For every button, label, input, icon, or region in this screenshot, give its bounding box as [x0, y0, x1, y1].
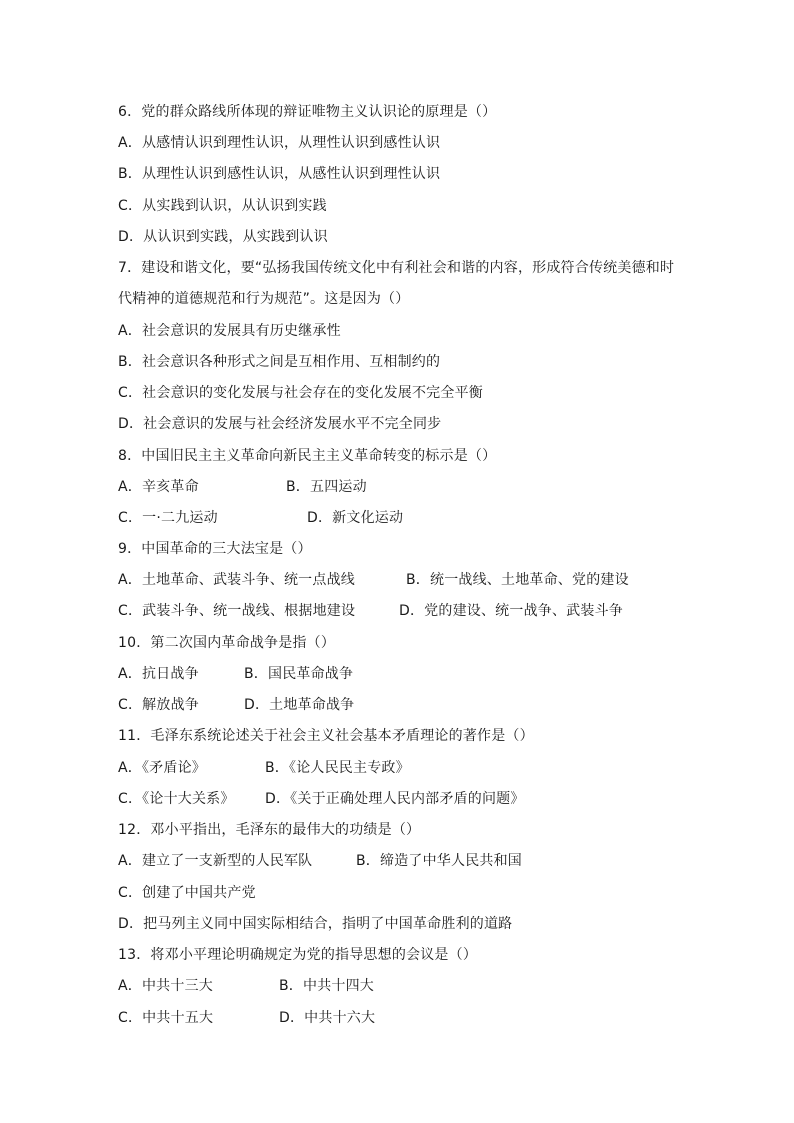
- question-8-options-row-1: [118, 477, 367, 497]
- question-11-option-d: D．《关于正确处理人民内部矛盾的问题》: [265, 791, 525, 807]
- question-9-option-b: B．统一战线、土地革命、党的建设: [406, 572, 629, 588]
- question-13-option-b: B．中共十四大: [279, 978, 375, 994]
- question-11-option-a: A．《矛盾论》: [118, 760, 206, 776]
- question-11-options-row-1: [118, 758, 410, 778]
- question-8-option-b: B．五四运动: [286, 479, 367, 495]
- question-11-stem: 11．毛泽东系统论述关于社会主义社会基本矛盾理论的著作是（）: [118, 728, 534, 744]
- question-8-stem: 8．中国旧民主主义革命向新民主主义革命转变的标示是（）: [118, 448, 497, 464]
- question-13-stem: 13．将邓小平理论明确规定为党的指导思想的会议是（）: [118, 947, 478, 963]
- question-12-option-c: C．创建了中国共产党: [118, 885, 256, 901]
- question-7-stem-line-2: 代精神的道德规范和行为规范”。这是因为（）: [118, 291, 410, 307]
- question-9-option-d: D．党的建设、统一战争、武装斗争: [399, 603, 623, 619]
- question-13-option-c: C．中共十五大: [118, 1010, 214, 1026]
- question-7-option-b: B．社会意识各种形式之间是互相作用、互相制约的: [118, 354, 441, 370]
- question-13-options-row-1: [118, 976, 375, 996]
- question-8-option-d: D．新文化运动: [307, 510, 404, 526]
- question-10-option-c: C．解放战争: [118, 697, 199, 713]
- question-6-option-a: A．从感情认识到理性认识，从理性认识到感性认识: [118, 135, 441, 151]
- question-9-option-a: A．土地革命、武装斗争、统一点战线: [118, 572, 355, 588]
- question-13-option-a: A．中共十三大: [118, 978, 213, 994]
- question-12-stem: 12．邓小平指出，毛泽东的最伟大的功绩是（）: [118, 822, 421, 838]
- question-12-option-b: B．缔造了中华人民共和国: [356, 853, 523, 869]
- question-6-option-d: D．从认识到实践，从实践到认识: [118, 229, 328, 245]
- question-8-option-a: A．辛亥革命: [118, 479, 199, 495]
- question-6-option-b: B．从理性认识到感性认识，从感性认识到理性认识: [118, 166, 441, 182]
- question-11-options-row-2: [118, 789, 525, 809]
- question-11-option-c: C．《论十大关系》: [118, 791, 235, 807]
- question-6-stem: 6．党的群众路线所体现的辩证唯物主义认识论的原理是（）: [118, 104, 497, 120]
- question-9-options-row-2: [118, 601, 623, 621]
- question-8-options-row-2: [118, 508, 404, 528]
- question-10-stem: 10．第二次国内革命战争是指（）: [118, 635, 336, 651]
- question-10-options-row-2: [118, 695, 355, 715]
- question-7-option-c: C．社会意识的变化发展与社会存在的变化发展不完全平衡: [118, 385, 483, 401]
- question-10-option-b: B．国民革命战争: [244, 666, 354, 682]
- question-7-option-d: D．社会意识的发展与社会经济发展水平不完全同步: [118, 416, 442, 432]
- question-12-option-a: A．建立了一支新型的人民军队: [118, 853, 313, 869]
- question-13-options-row-2: [118, 1008, 376, 1028]
- question-10-option-d: D．土地革命战争: [244, 697, 355, 713]
- question-12-option-d: D．把马列主义同中国实际相结合，指明了中国革命胜利的道路: [118, 916, 513, 932]
- question-7-stem-line-1: 7．建设和谐文化，要“弘扬我国传统文化中有利社会和谐的内容，形成符合传统美德和时: [118, 260, 675, 276]
- question-6-option-c: C．从实践到认识，从认识到实践: [118, 198, 327, 214]
- question-8-option-c: C．一·二九运动: [118, 510, 218, 526]
- question-9-stem: 9．中国革命的三大法宝是（）: [118, 541, 312, 557]
- question-10-option-a: A．抗日战争: [118, 666, 199, 682]
- question-9-option-c: C．武装斗争、统一战线、根据地建设: [118, 603, 356, 619]
- question-11-option-b: B．《论人民民主专政》: [265, 760, 410, 776]
- question-9-options-row-1: [118, 570, 629, 590]
- question-13-option-d: D．中共十六大: [279, 1010, 376, 1026]
- question-12-options-row-1: [118, 851, 523, 871]
- question-10-options-row-1: [118, 664, 354, 684]
- question-7-option-a: A．社会意识的发展具有历史继承性: [118, 323, 341, 339]
